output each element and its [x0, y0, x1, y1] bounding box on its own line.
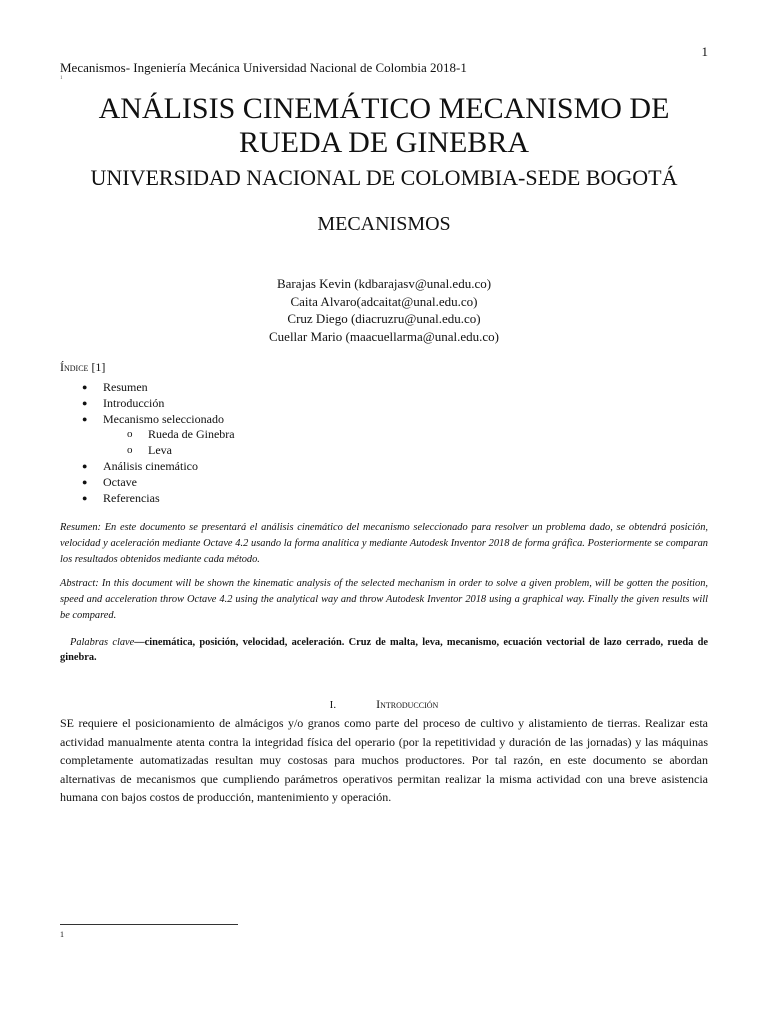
toc-subitem: o Rueda de Ginebra — [127, 427, 235, 442]
footnote-mark: 1 — [60, 930, 64, 939]
bullet-icon: ● — [82, 413, 88, 424]
section-number: I. — [329, 699, 337, 711]
toc-item: ● Mecanismo seleccionado — [82, 411, 224, 426]
bullet-icon: ● — [82, 476, 88, 487]
title-line-2: RUEDA DE GINEBRA — [239, 126, 529, 159]
author-line: Cuellar Mario (maacuellarma@unal.edu.co) — [269, 328, 499, 344]
keywords-label: Palabras clave — [70, 637, 135, 648]
running-header: Mecanismos- Ingeniería Mecánica Universidad Nacional de Colombia 2018-1 — [60, 60, 467, 75]
table-of-contents — [80, 380, 235, 506]
section-title: Introducción — [376, 697, 439, 711]
index-heading-ref: [1] — [91, 360, 106, 374]
introduction-paragraph: SE requiere el posicionamiento de almácigos y/o granos como parte del proceso de cultivo y alistamiento de tierras. Realizar esta actividad manualmente atenta contra la integridad física del operario (por la repetitividad y duración de las jornadas) y las máquinas completamente automatizadas resultan muy costosas para muchos productores. Por tal razón, en este documento se abordan alternativas de mecanismos que cumpliendo parámetros operativos permitan realizar la misma actividad con una breve asistencia humana con bajos costos de producción, mantenimiento y operación. — [60, 716, 708, 804]
toc-item: ● Análisis cinemático — [82, 458, 198, 473]
author-list — [0, 275, 768, 345]
bullet-icon: ● — [82, 492, 88, 503]
toc-item: ● Introducción — [82, 395, 165, 410]
title-line-1: ANÁLISIS CINEMÁTICO MECANISMO DE — [98, 92, 670, 125]
toc-item: ● Resumen — [82, 380, 148, 394]
toc-item: ● Octave — [82, 474, 137, 489]
course-name: MECANISMOS — [317, 213, 451, 235]
author-line: Caita Alvaro(adcaitat@unal.edu.co) — [290, 293, 478, 309]
bullet-icon: ● — [82, 460, 88, 471]
page-number: 1 — [701, 44, 708, 59]
toc-item: ● Referencias — [82, 490, 160, 505]
toc-subitem: o Leva — [127, 443, 172, 458]
paper-title — [0, 92, 768, 160]
header-footnote-ref: 1 — [60, 76, 63, 81]
abstract-paragraph: Abstract: In this document will be shown the kinematic analysis of the selected mechanism in order to solve a given problem, will be gotten the position, speed and acceleration throw Octave 4.2 using the analytical way and throw Autodesk Inventor 2018 using a graphical way. Finally the given results will be compared. — [60, 578, 708, 621]
sub-bullet-icon: o — [127, 428, 133, 441]
keywords-paragraph — [60, 635, 708, 665]
footnote-divider — [60, 924, 238, 925]
resumen-paragraph: Resumen: En este documento se presentará el análisis cinemático del mecanismo seleccionado para resolver un problema dado, se obtendrá posición, velocidad y aceleración mediante Octave 4.2 usando la forma analítica y mediante Autodesk Inventor 2018 de forma gráfica. Posteriormente se comparan los resultados obtenidos mediante cada método. — [60, 522, 708, 565]
bullet-icon: ● — [82, 382, 88, 392]
bullet-icon: ● — [82, 397, 88, 408]
sub-bullet-icon: o — [127, 444, 133, 457]
institution-subtitle: UNIVERSIDAD NACIONAL DE COLOMBIA-SEDE BOGOTÁ — [90, 165, 678, 190]
author-line: Barajas Kevin (kdbarajasv@unal.edu.co) — [276, 276, 492, 291]
author-line: Cruz Diego (diacruzru@unal.edu.co) — [287, 311, 481, 326]
keywords-text: —cinemática, posición, velocidad, aceleración. Cruz de malta, leva, mecanismo, ecuación vectorial de lazo cerrado, rueda de ginebra. — [60, 637, 708, 663]
index-heading-label: Índice — [60, 360, 89, 374]
section-heading — [0, 697, 768, 712]
index-heading — [60, 360, 105, 375]
